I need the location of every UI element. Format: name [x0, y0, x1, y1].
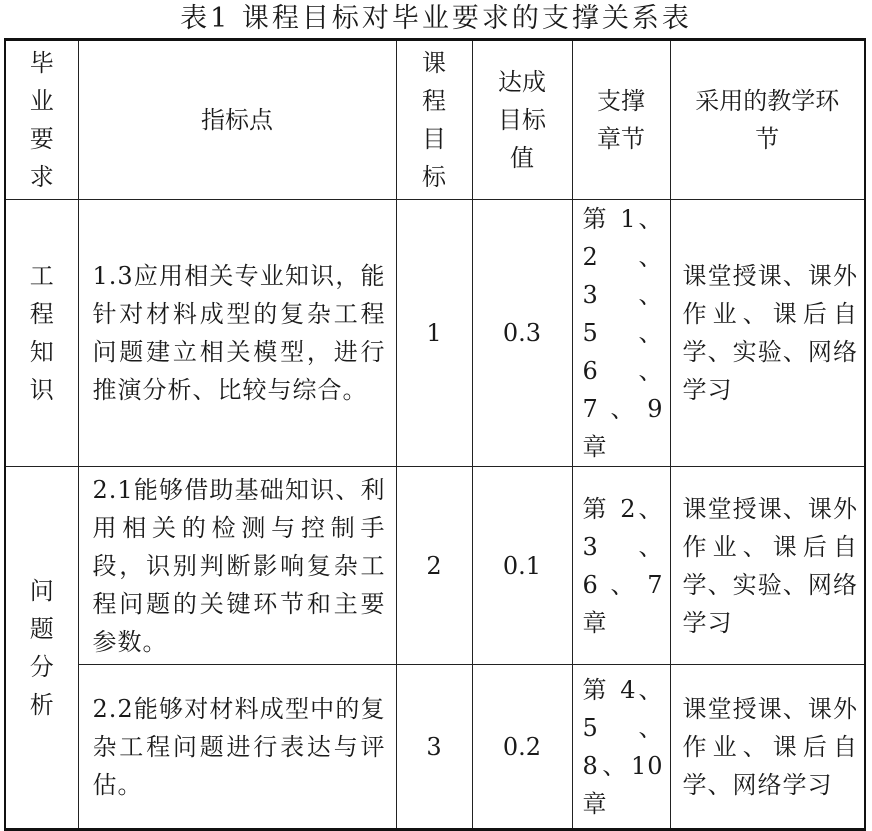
- header-target-value: 达成目标值: [472, 40, 572, 200]
- target-value-cell: 0.1: [472, 467, 572, 665]
- table-caption: 表1 课程目标对毕业要求的支撑关系表: [180, 3, 692, 34]
- indicator-cell: 2.2能够对材料成型中的复杂工程问题进行表达与评估。: [78, 665, 396, 830]
- teaching-cell: 课堂授课、课外作业、课后自学、网络学习: [670, 665, 865, 830]
- table-row: [5, 665, 865, 830]
- chapters-cell: 第 2、3、6、7章: [572, 467, 670, 665]
- chapters-cell: 第 4、5、8、10章: [572, 665, 670, 830]
- chapters-cell: 第 1、2、3、5、6、7、9章: [572, 200, 670, 467]
- requirement-cell: 工程知识: [5, 200, 78, 467]
- teaching-cell: 课堂授课、课外作业、课后自学、实验、网络学习: [670, 200, 865, 467]
- table-row: [5, 467, 865, 665]
- header-course-goal: 课程目标: [396, 40, 472, 200]
- table-row: [5, 200, 865, 467]
- header-indicator: 指标点: [78, 40, 396, 200]
- teaching-cell: 课堂授课、课外作业、课后自学、实验、网络学习: [670, 467, 865, 665]
- header-row: [5, 40, 865, 200]
- requirement-cell: 问题分析: [5, 467, 78, 830]
- indicator-cell: 1.3应用相关专业知识，能针对材料成型的复杂工程问题建立相关模型，进行推演分析、比较与综合。: [78, 200, 396, 467]
- header-requirement: 毕业要求: [5, 40, 78, 200]
- header-chapters: 支撑章节: [572, 40, 670, 200]
- course-goal-cell: 3: [396, 665, 472, 830]
- target-value-cell: 0.2: [472, 665, 572, 830]
- support-relation-table: [4, 38, 866, 831]
- indicator-cell: 2.1能够借助基础知识、利用相关的检测与控制手段，识别判断影响复杂工程问题的关键环节和主要参数。: [78, 467, 396, 665]
- target-value-cell: 0.3: [472, 200, 572, 467]
- course-goal-cell: 1: [396, 200, 472, 467]
- header-teaching: 采用的教学环节: [670, 40, 865, 200]
- course-goal-cell: 2: [396, 467, 472, 665]
